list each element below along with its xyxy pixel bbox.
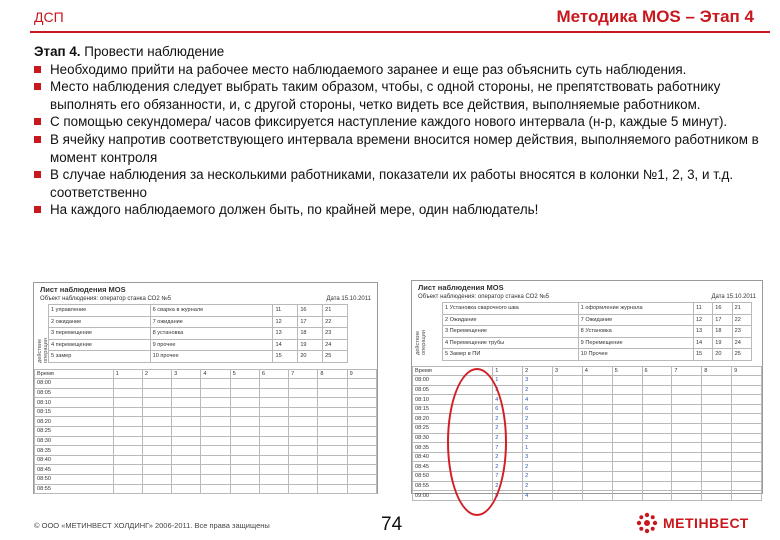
column-header: 4: [201, 369, 230, 379]
column-header: 5: [230, 369, 259, 379]
table-row: 2 Ожидание 7 Ожидание 12 17 22: [443, 314, 752, 326]
metinvest-logo-icon: [636, 512, 658, 534]
logo-text: МЕТІНВЕСТ: [663, 515, 749, 531]
column-header: 9: [347, 369, 376, 379]
column-header: 4: [582, 366, 612, 376]
time-header: Время: [413, 366, 493, 376]
column-header: 9: [732, 366, 762, 376]
bullet-item: С помощью секундомера/ часов фиксируется наступление каждого нового интервала (н-р, каждые 5 минут).: [34, 113, 764, 131]
table-row: 08:35 7 1: [413, 443, 762, 453]
table-row: 08:40 2 3: [413, 452, 762, 462]
header-divider: [30, 31, 770, 33]
classification-label: ДСП: [34, 9, 64, 25]
slide-title: Методика MOS – Этап 4: [556, 7, 754, 26]
table-row: 4 Перемещение трубы 9 Перемещение 14 19 24: [443, 337, 752, 349]
sheet-date: Дата 15.10.2011: [711, 294, 756, 300]
bullet-item: В случае наблюдения за несколькими работниками, показатели их работы вносятся в колонки №1, 2, 3, и т.д. соответственно: [34, 166, 764, 201]
table-row: 08:25: [35, 427, 377, 437]
table-row: 08:15: [35, 407, 377, 417]
sheet-object: Объект наблюдения: оператор станка СО2 №5: [418, 294, 550, 300]
table-row: 08:00: [35, 379, 377, 389]
sheet-title: Лист наблюдения MOS: [40, 285, 126, 294]
brand-logo: [636, 512, 749, 534]
column-header: 6: [642, 366, 672, 376]
sheet-object: Объект наблюдения: оператор станка СО2 №5: [40, 296, 172, 302]
table-row: 08:50: [35, 475, 377, 485]
time-header: Время: [35, 369, 114, 379]
table-row: 08:10 4 4: [413, 395, 762, 405]
column-header: 5: [612, 366, 642, 376]
sheet-side-label: действие операции: [37, 338, 49, 363]
table-row: 08:15 6 6: [413, 404, 762, 414]
column-header: 3: [552, 366, 582, 376]
table-row: 08:30 2 2: [413, 433, 762, 443]
table-row: 08:35: [35, 446, 377, 456]
copyright-text: © ООО «МЕТИНВЕСТ ХОЛДИНГ» 2006-2011. Все права защищены: [34, 521, 270, 530]
column-header: 8: [318, 369, 347, 379]
slide-body: [34, 43, 764, 219]
table-row: 5 Замер в ПИ 10 Прочее 15 20 25: [443, 349, 752, 361]
column-header: 1: [113, 369, 142, 379]
sheet-meta: [40, 296, 371, 302]
stage-label: Этап 4.: [34, 44, 81, 59]
column-header: 1: [493, 366, 523, 376]
column-header: 7: [289, 369, 318, 379]
table-row: 08:20: [35, 417, 377, 427]
table-row: 08:50 7 2: [413, 472, 762, 482]
bullet-item: В ячейку напротив соответствующего интервала времени вносится номер действия, выполняемого работником в момент контроля: [34, 131, 764, 166]
table-row: 08:00 1 3: [413, 376, 762, 386]
stage-title: Провести наблюдение: [80, 44, 225, 59]
operations-table: 1 управление 6 сварка в журнале 11 16 21 2 ожидание 7 ожидание 12 17 22 3 перемещение 8 установка 13 18 23 4 перемещение 9 прочее 14 19 24 5 замер 10 прочее 15 20 25: [48, 304, 348, 363]
page-number: 74: [381, 514, 403, 535]
column-header: 2: [523, 366, 553, 376]
table-row: 09:00 9 4: [413, 491, 762, 501]
sheet-side-label: действие операции: [415, 330, 427, 355]
table-row: 08:55 2 2: [413, 481, 762, 491]
table-row: 08:40: [35, 455, 377, 465]
sheet-date: Дата 15.10.2011: [326, 296, 371, 302]
table-row: 08:45 2 2: [413, 462, 762, 472]
sheet-meta: [418, 294, 756, 300]
column-header: 8: [702, 366, 732, 376]
table-row: 08:30: [35, 436, 377, 446]
sheet-title: Лист наблюдения MOS: [418, 283, 504, 292]
bullet-item: Необходимо прийти на рабочее место наблюдаемого заранее и еще раз объяснить суть наблюдения.: [34, 61, 764, 79]
table-row: 08:20 2 2: [413, 414, 762, 424]
column-header: 3: [172, 369, 201, 379]
column-header: 2: [142, 369, 171, 379]
time-grid-blank: [34, 369, 377, 495]
column-header: 6: [259, 369, 288, 379]
bullet-item: Место наблюдения следует выбрать таким образом, чтобы, с одной стороны, не препятствовать работнику выполнять его обязанности, и, с другой стороны, четко видеть все действия, выполняемые работником.: [34, 78, 764, 113]
table-row: 08:05: [35, 388, 377, 398]
observation-sheet-blank: [33, 282, 378, 494]
bullet-item: На каждого наблюдаемого должен быть, по крайней мере, один наблюдатель!: [34, 201, 764, 219]
table-row: 1 Установка сварочного шва 1 оформление журнала 11 16 21: [443, 303, 752, 315]
operations-table: [442, 302, 752, 361]
column-header: 7: [672, 366, 702, 376]
table-row: 08:45: [35, 465, 377, 475]
table-row: 08:05 3 2: [413, 385, 762, 395]
highlight-oval: [447, 368, 507, 516]
stage-heading: [34, 43, 764, 61]
table-row: 08:10: [35, 398, 377, 408]
table-row: 3 Перемещение 8 Установка 13 18 23: [443, 326, 752, 338]
slide-header: [0, 0, 780, 36]
table-row: 08:55: [35, 484, 377, 494]
table-row: 08:25 2 3: [413, 424, 762, 434]
bullet-list: [34, 61, 764, 219]
